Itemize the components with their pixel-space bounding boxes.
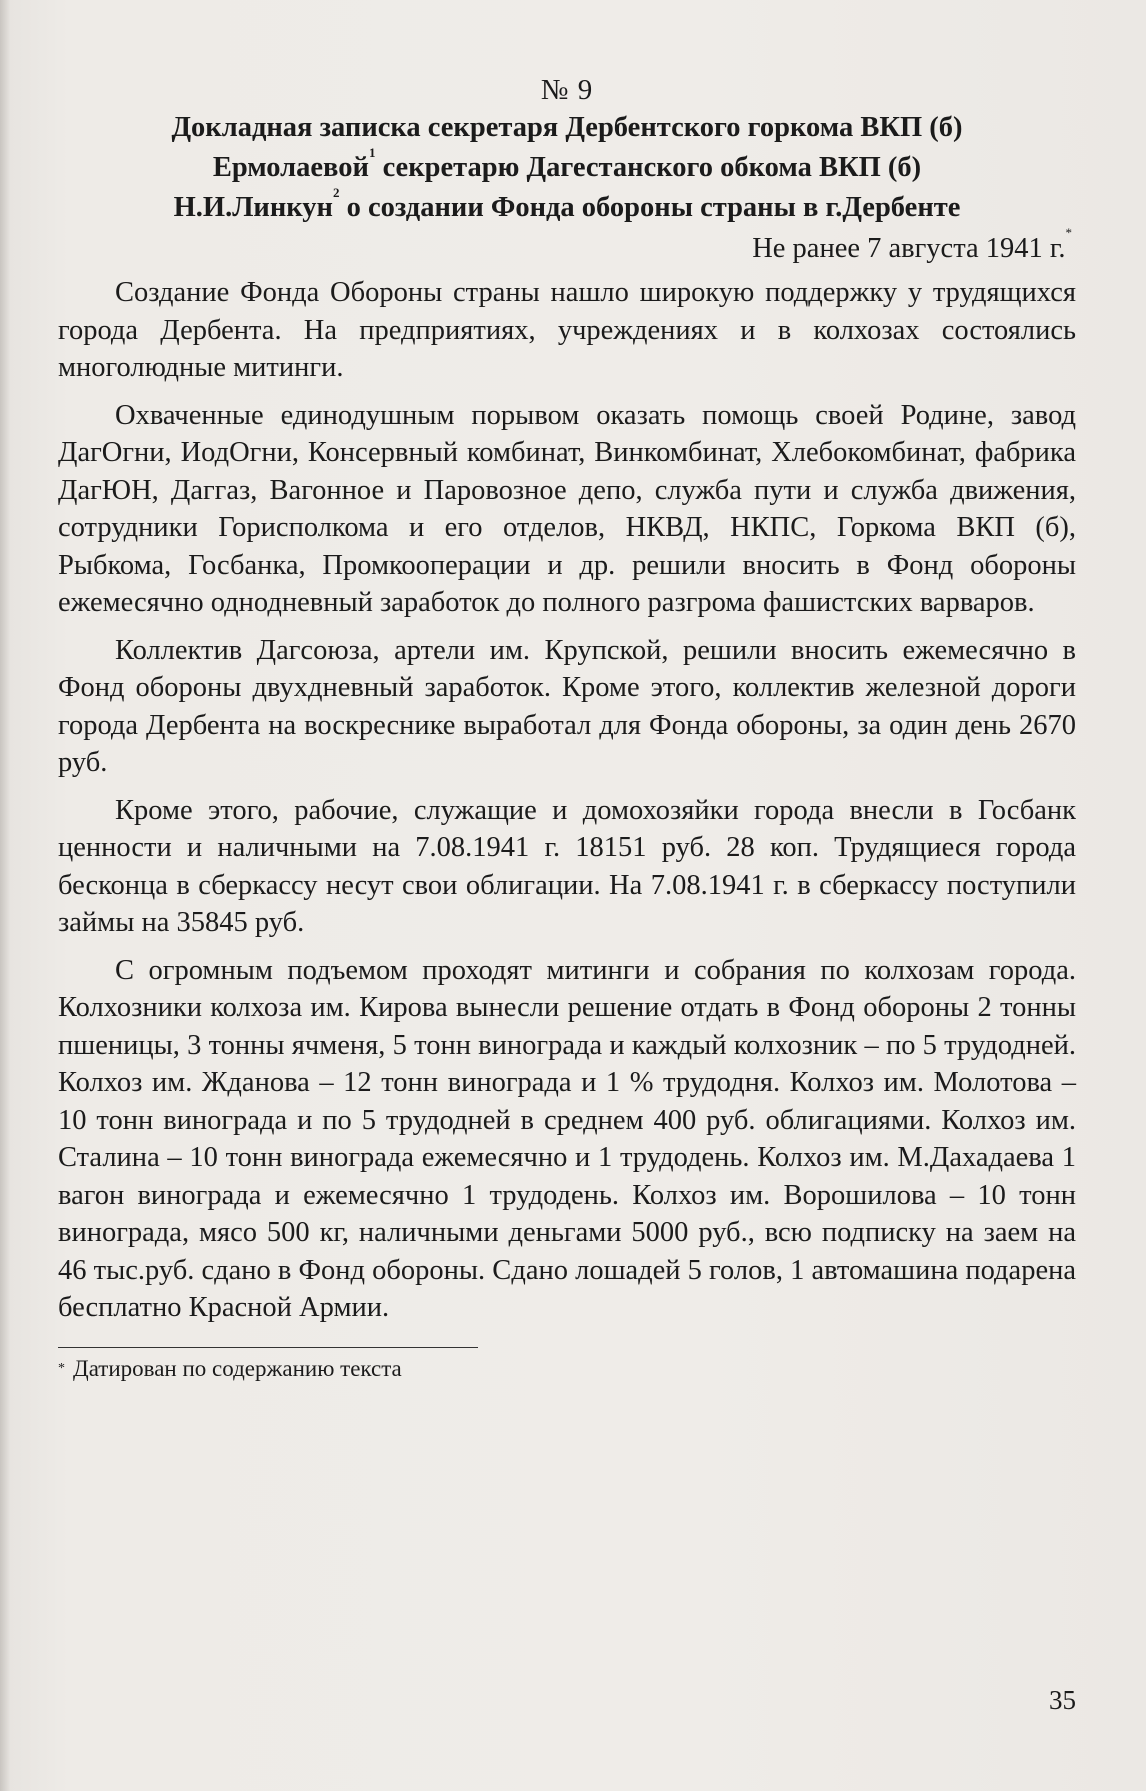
title-line-3-name: Н.И.Линкун — [173, 192, 333, 223]
footnote-text: Датирован по содержанию текста — [73, 1355, 402, 1381]
document-number: № 9 — [540, 74, 594, 106]
paragraph: Коллектив Дагсоюза, артели им. Крупской, решили вносить ежемесячно в Фонд обороны двухдневный заработок. Кроме этого, коллектив железной дороги города Дербента на воскреснике выработал для Фонда обороны, за один день 2670 руб. — [58, 634, 1076, 778]
date-text: Не ранее 7 августа 1941 г. — [752, 233, 1066, 264]
title-line-3-rest: о создании Фонда обороны страны в г.Дербенте — [339, 192, 961, 223]
footnote-ref-1: 1 — [368, 145, 376, 160]
footnote-ref-2: 2 — [332, 185, 340, 200]
document-date — [58, 225, 1076, 270]
footnote-divider — [58, 1347, 478, 1348]
document-body — [58, 274, 1076, 1327]
paragraph: С огромным подъемом проходят митинги и собрания по колхозам города. Колхозники колхоза им. Кирова вынесли решение отдать в Фонд обороны 2 тонны пшеницы, 3 тонны ячменя, 5 тонн винограда и каждый колхозник – по 5 трудодней. Колхоз им. Жданова – 12 тонн винограда и 1 % трудодня. Колхоз им. Молотова – 10 тонн винограда и по 5 трудодней в среднем 400 руб. облигациями. Колхоз им. Сталина – 10 тонн винограда ежемесячно и 1 трудодень. Колхоз им. М.Дахадаева 1 вагон винограда и ежемесячно 1 трудодень. Колхоз им. Ворошилова – 10 тонн винограда, мясо 500 кг, наличными деньгами 5000 руб., всю подписку на заем на 46 тыс.руб. сдано в Фонд обороны. Сдано лошадей 5 голов, 1 автомашина подарена бесплатно Красной Армии. — [58, 954, 1076, 1323]
footnote — [58, 1352, 1076, 1386]
paragraph: Кроме этого, рабочие, служащие и домохозяйки города внесли в Госбанк ценности и наличными на 7.08.1941 г. 18151 руб. 28 коп. Трудящиеся города бесконца в сберкассу несут свои облигации. На 7.08.1941 г. в сберкассу поступили займы на 35845 руб. — [58, 794, 1076, 938]
title-line-1: Докладная записка секретаря Дербентского горкома ВКП (б) — [171, 112, 963, 143]
title-line-2-name: Ермолаевой — [212, 152, 369, 183]
document-title — [58, 108, 1076, 228]
footnote-mark: * — [58, 1360, 65, 1376]
paragraph: Охваченные единодушным порывом оказать помощь своей Родине, завод ДагОгни, ИодОгни, Консервный комбинат, Винкомбинат, Хлебокомбинат, фабрика ДагЮН, Даггаз, Вагонное и Паровозное депо, служба пути и служба движения, сотрудники Горисполкома и его отделов, НКВД, НКПС, Горкома ВКП (б), Рыбкома, Госбанка, Промкооперации и др. решили вносить в Фонд обороны ежемесячно однодневный заработок до полного разгрома фашистских варваров. — [58, 399, 1076, 618]
title-line-2-rest: секретарю Дагестанского обкома ВКП (б) — [375, 152, 922, 183]
page-number: 35 — [1049, 1685, 1076, 1715]
footnote-ref-star: * — [1065, 225, 1072, 240]
book-spine-shadow — [0, 0, 10, 1791]
paragraph: Создание Фонда Обороны страны нашло широкую поддержку у трудящихся города Дербента. На предприятиях, учреждениях и в колхозах состоялись многолюдные митинги. — [58, 277, 1076, 383]
page-content — [58, 72, 1076, 1386]
